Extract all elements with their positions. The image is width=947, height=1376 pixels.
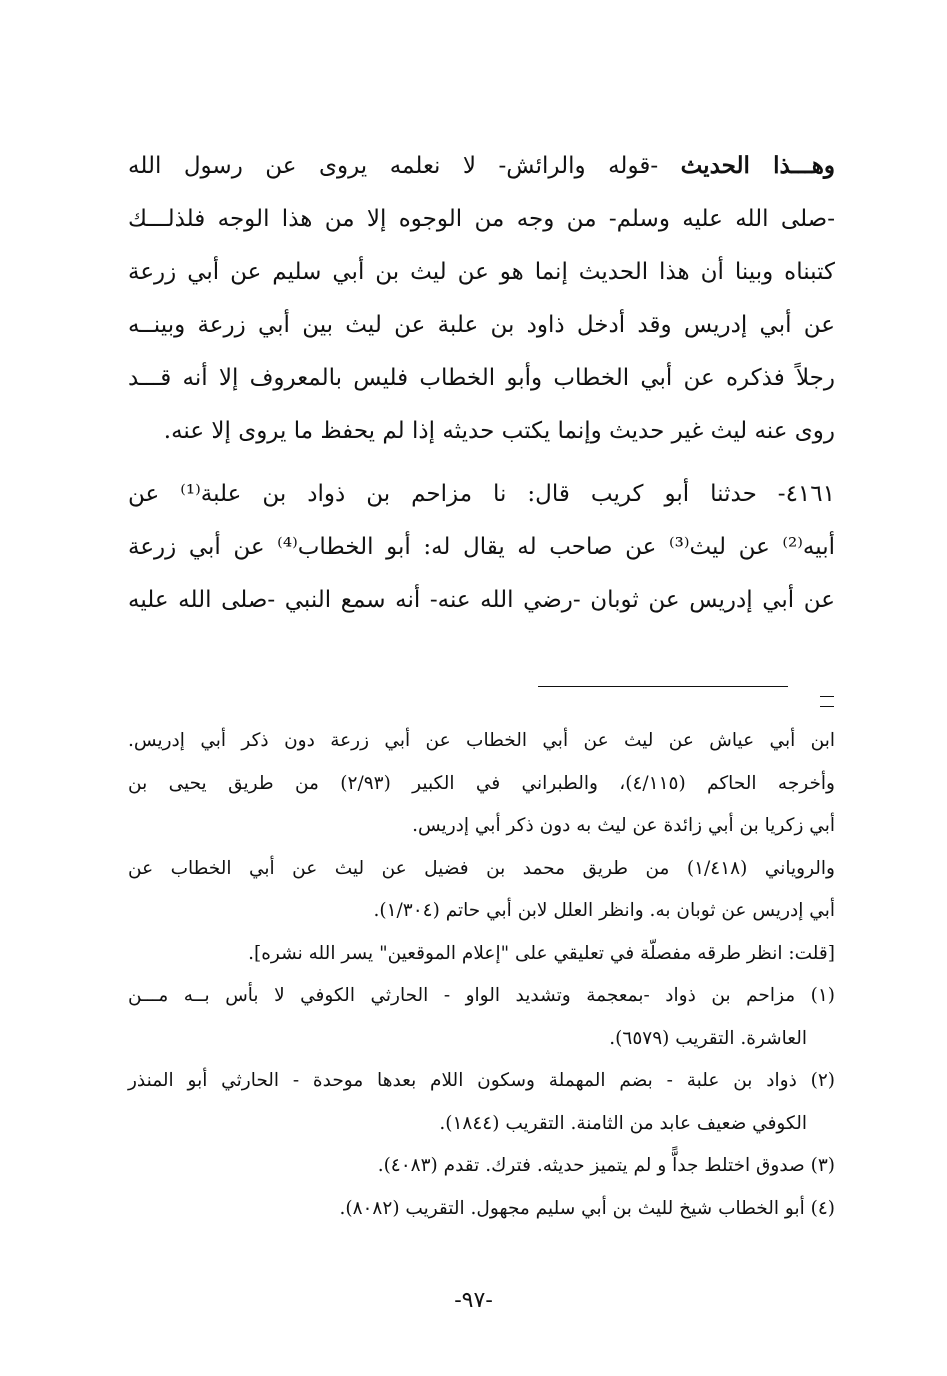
footnote-separator [538, 686, 788, 687]
footnote-line: ابن أبي عياش عن ليث عن أبي الخطاب عن أبي زرعة دون ذكر أبي إدريس. [128, 730, 835, 751]
body-line: كتبناه وبينا أن هذا الحديث إنما هو عن ليث بن أبي سليم عن أبي زرعة [128, 259, 835, 285]
body-line: روى عنه ليث غير حديث وإنما يكتب حديثه إذا لم يحفظ ما يروى إلا عنه. [163, 418, 835, 444]
footnote-line: (٤) أبو الخطاب شيخ لليث بن أبي سليم مجهول. التقريب (٨٠٨٢). [339, 1197, 835, 1219]
footnote-line: العاشرة. التقريب (٦٥٧٩). [609, 1027, 807, 1049]
footnote-line: (٣) صدوق اختلط جداًّ و لم يتميز حديثه. فترك. تقدم (٤٠٨٣). [377, 1155, 835, 1176]
body-line: رجلاً فذكره عن أبي الخطاب وأبو الخطاب فليس بالمعروف إلا أنه قـــد [128, 365, 835, 391]
footnote-line: والروياني (١/٤١٨) من طريق محمد بن فضيل عن ليث عن أبي الخطاب عن [128, 857, 835, 879]
margin-mark [820, 696, 834, 707]
page-number: -٩٧- [454, 1288, 493, 1313]
hadith-line: ٤١٦١- حدثنا أبو كريب قال: نا مزاحم بن ذواد بن علبة⁽¹⁾ عن [128, 481, 835, 507]
body-line: عن أبي إدريس وقد أدخل ذاود بن علبة عن ليث بين أبي زرعة وبينــه [128, 312, 835, 338]
footnote-line: (١) مزاحم بن ذواد -بمعجمة وتشديد الواو - الحارثي الكوفي لا بأس بــه مـــن [128, 985, 835, 1006]
footnote-line: وأخرجه الحاكم (٤/١١٥)، والطبراني في الكبير (٢/٩٣) من طريق يحيى بن [128, 772, 835, 794]
hadith-line: عن أبي إدريس عن ثوبان -رضي الله عنه- أنه سمع النبي -صلى الله عليه [128, 587, 835, 613]
footnote-line: [قلت: انظر طرقه مفصلّة في تعليقي على "إعلام الموقعين" يسر الله نشره]. [248, 942, 835, 964]
footnotes [128, 726, 835, 1236]
footnote-line: الكوفي ضعيف عابد من الثامنة. التقريب (١٨٤٤). [439, 1112, 807, 1134]
footnote-line: (٢) ذواد بن علبة - بضم المهملة وسكون اللام بعدها موحدة - الحارثي أبو المنذر [128, 1070, 835, 1091]
lead-phrase: وهـــذا الحديث [680, 152, 835, 179]
body-line: وهـــذا الحديث -قوله والرائش- لا نعلمه يروى عن رسول الله [128, 152, 835, 179]
body-line: -صلى الله عليه وسلم- من وجه من الوجوه إلا من هذا الوجه فلذلـــك [128, 206, 835, 232]
hadith-line: أبيه⁽²⁾ عن ليث⁽³⁾ عن صاحب له يقال له: أبو الخطاب⁽⁴⁾ عن أبي زرعة [128, 534, 835, 560]
footnote-line: أبي زكريا بن أبي زائدة عن ليث به دون ذكر أبي إدريس. [412, 815, 835, 836]
main-text [128, 148, 835, 635]
footnote-line: أبي إدريس عن ثوبان به. وانظر العلل لابن أبي حاتم (١/٣٠٤). [373, 900, 835, 921]
